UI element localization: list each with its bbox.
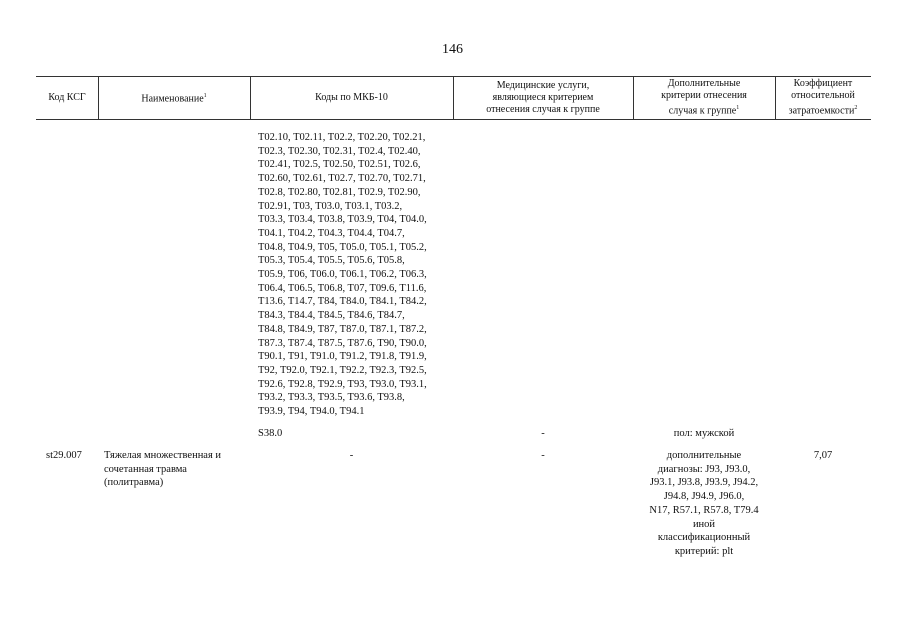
criteria-sex: пол: мужской [673,428,735,439]
page-number: 146 [442,42,463,57]
services-dash: - [541,450,545,461]
table-header-bottom-border [36,119,871,120]
cost-coefficient: 7,07 [813,450,833,461]
header-additional-criteria: Дополнительные критерии отнесения случая к группе$^1$ [661,77,747,117]
header-medical-services: Медицинские услуги, являющиеся критерием отнесения случая к группе [486,79,600,115]
header-icd10-codes: Коды по МКБ-10 [315,91,388,103]
additional-criteria: дополнительные диагнозы: J93, J93.0, J93.1, J93.8, J93.9, J94.2, J94.8, J94.9, J96.0, N17, R57.1, R57.8, T79.4 иной классификационный критерий: plt [649,450,759,557]
icd-codes-list: T02.10, T02.11, T02.2, T02.20, T02.21, T02.3, T02.30, T02.31, T02.4, T02.40, T02.41, T02.5, T02.50, T02.51, T02.6, T02.60, T02.61, T02.7, T02.70, T02.71, T02.8, T02.80, T02.81, T02.9, T02.90, T02.91, T03, T03.0, T03.1, T03.2, T03.3, T03.4, T03.8, T03.9, T04, T04.0, T04.1, T04.2, T04.3, T04.4, T04.7, T04.8, T04.9, T05, T05.0, T05.1, T05.2, T05.3, T05.4, T05.5, T05.6, T05.8, T05.9, T06, T06.0, T06.1, T06.2, T06.3, T06.4, T06.5, T06.8, T07, T09.6, T11.6, T13.6, T14.7, T84, T84.0, T84.1, T84.2, T84.3, T84.4, T84.5, T84.6, T84.7, T84.8, T84.9, T87, T87.0, T87.1, T87.2, T87.3, T87.4, T87.5, T87.6, T90, T90.0, T90.1, T91, T91.0, T91.2, T91.8, T91.9, T92, T92.0, T92.1, T92.2, T92.3, T92.5, T92.6, T92.8, T92.9, T93, T93.0, T93.1, T93.2, T93.3, T93.5, T93.6, T93.8, T93.9, T94, T94.0, T94.1 [258,132,427,418]
header-cost-coefficient: Коэффициент относительной затратоемкости$^2$ [788,77,858,117]
ksg-code: st29.007 [46,450,82,461]
header-ksg-code: Код КСГ [48,91,86,103]
icd-codes-dash: - [349,450,354,461]
ksg-name: Тяжелая множественная и сочетанная травма (политравма) [104,450,222,489]
services-dash: - [541,428,545,439]
header-name: Наименование$^1$ [141,92,207,105]
icd-code-s38: S38.0 [258,428,283,439]
